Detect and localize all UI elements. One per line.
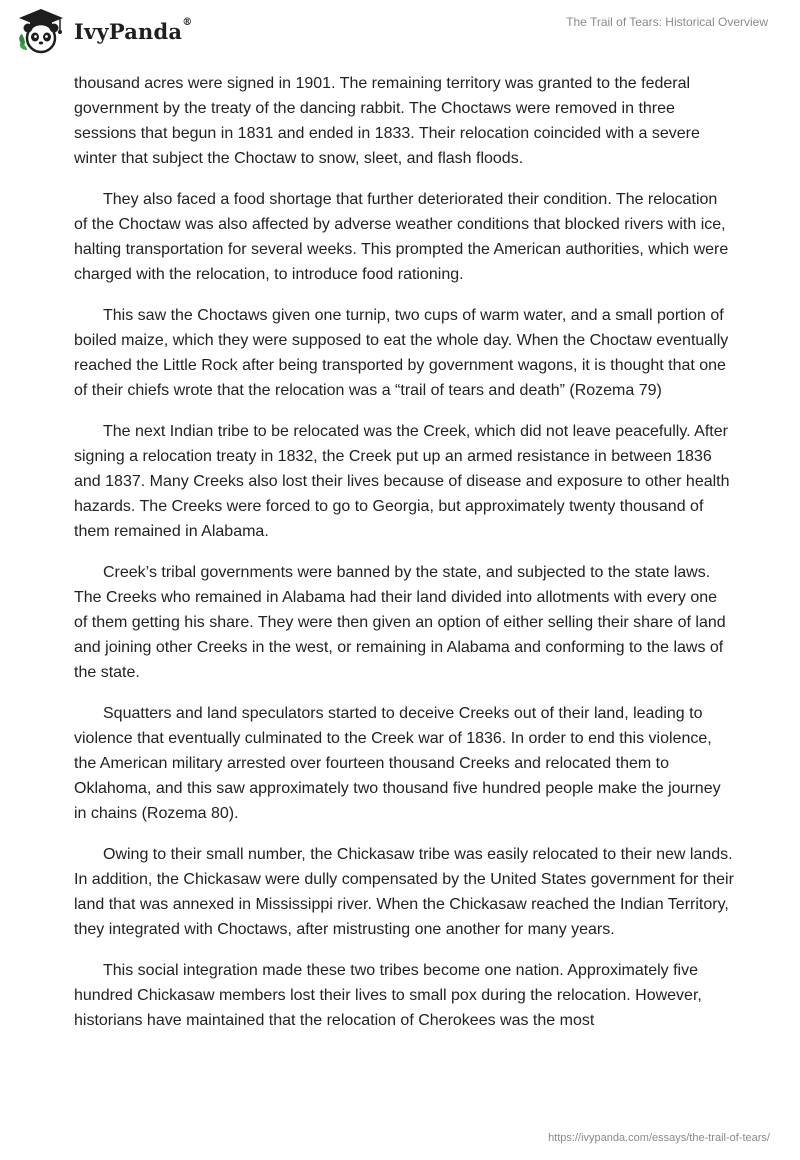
paragraph: This social integration made these two tribes become one nation. Approximately five hundred Chickasaw members lost their lives to small pox during the relocation. However, historians have maintained that the relocation of Cherokees was the most xyxy=(74,962,702,1029)
paragraph: Owing to their small number, the Chickasaw tribe was easily relocated to their new lands. In addition, the Chickasaw were dully compensated by the United States government for their land that was annexed in Mississippi river. When the Chickasaw reached the Indian Territory, they integrated with Choctaws, after mistrusting one another for many years. xyxy=(74,846,734,938)
brand-name: IvyPanda® xyxy=(74,16,193,44)
source-url[interactable]: https://ivypanda.com/essays/the-trail-of-tears/ xyxy=(548,1132,770,1144)
paragraph: Creek’s tribal governments were banned by the state, and subjected to the state laws. The Creeks who remained in Alabama had their land divided into allotments with every one of them getting his share. They were then given an option of either selling their share of land and joining other Creeks in the west, or remaining in Alabama and conforming to the laws of the state. xyxy=(74,564,726,681)
panda-graduate-icon xyxy=(16,6,66,56)
paragraph: Squatters and land speculators started to deceive Creeks out of their land, leading to violence that eventually culminated to the Creek war of 1836. In order to end this violence, the American military arrested over fourteen thousand Creeks and relocated them to Oklahoma, and this saw approximately two thousand five hundred people make the journey in chains (Rozema 80). xyxy=(74,705,721,822)
paragraph: This saw the Choctaws given one turnip, two cups of warm water, and a small portion of boiled maize, which they were supposed to eat the whole day. When the Choctaw eventually reached the Little Rock after being transported by government wagons, it is thought that one of their chiefs wrote that the relocation was a “trail of tears and death” (Rozema 79) xyxy=(74,307,729,399)
essay-body xyxy=(74,71,734,1049)
paragraph: thousand acres were signed in 1901. The remaining territory was granted to the federal government by the treaty of the dancing rabbit. The Choctaws were removed in three sessions that begun in 1831 and ended in 1833. Their relocation coincided with a severe winter that subject the Choctaw to snow, sleet, and flash floods. xyxy=(74,75,700,167)
paragraph: They also faced a food shortage that further deteriorated their condition. The relocation of the Choctaw was also affected by adverse weather conditions that blocked rivers with ice, halting transportation for several weeks. This prompted the American authorities, which were charged with the relocation, to introduce food rationing. xyxy=(74,191,729,283)
ivypanda-logo[interactable] xyxy=(16,6,192,56)
page-header xyxy=(0,0,800,64)
paragraph: The next Indian tribe to be relocated was the Creek, which did not leave peacefully. After signing a relocation treaty in 1832, the Creek put up an armed resistance in between 1836 and 1837. Many Creeks also lost their lives because of disease and exposure to other health hazards. The Creeks were forced to go to Georgia, but approximately twenty thousand of them remained in Alabama. xyxy=(74,423,730,540)
document-title: The Trail of Tears: Historical Overview xyxy=(566,15,768,29)
